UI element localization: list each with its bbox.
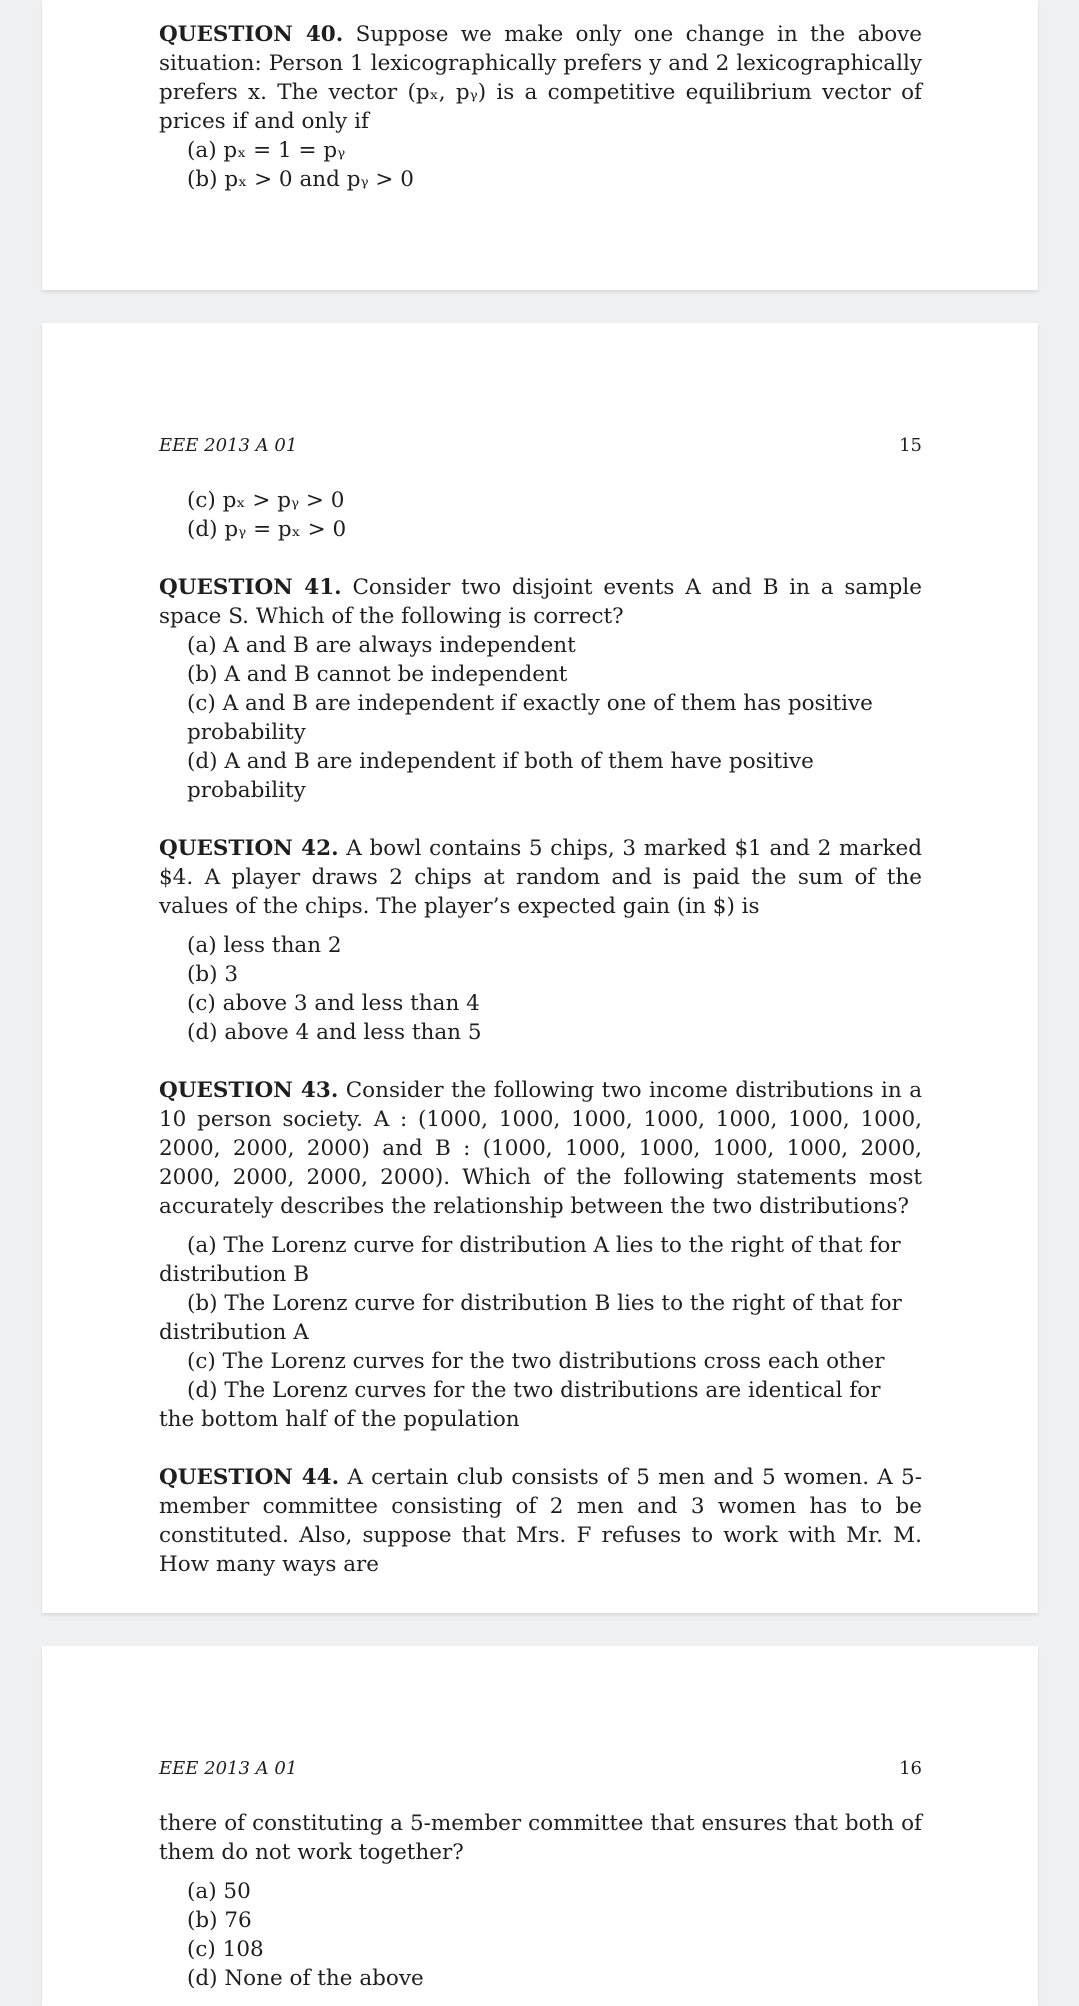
question-40 <box>159 20 922 194</box>
question-text: A certain club consists of 5 men and 5 women. A 5-member committee consisting of 2 men and 3 women has to be constituted. Also, suppose that Mrs. F refuses to work with Mr. M. How many ways are <box>159 1465 922 1577</box>
option-a: (a) A and B are always independent <box>187 633 576 658</box>
document-page-1 <box>42 0 1038 290</box>
header-title: EEE 2013 A 01 <box>159 435 298 456</box>
page-2-body <box>159 486 922 1579</box>
question-text: Consider two disjoint events A and B in a sample space S. Which of the following is correct? <box>159 575 922 629</box>
question-label: QUESTION 40. <box>159 22 344 47</box>
question-text: Suppose we make only one change in the above situation: Person 1 lexicographically prefers y and 2 lexicographically prefers x. The vector (pₓ, pᵧ) is a competitive equilibrium vector of prices if and only if <box>159 22 923 134</box>
question-44-continued <box>159 1809 922 1993</box>
question-text: Consider the following two income distributions in a 10 person society. A : (1000, 1000, 1000, 1000, 1000, 1000, 1000, 2000, 2000, 2000) and B : (1000, 1000, 1000, 1000, 1000, 2000, 2000, 2000, 2000, 2000). Which of the following statements most accurately describes the relationship between the two distributions? <box>159 1078 923 1219</box>
option-d: (d) A and B are independent if both of them have positive probability <box>187 749 814 803</box>
document-page-3 <box>42 1646 1038 2006</box>
page-number: 15 <box>899 435 922 456</box>
option-a: (a) pₓ = 1 = pᵧ <box>187 138 346 163</box>
option-b: (b) 3 <box>187 962 239 987</box>
option-a: (a) The Lorenz curve for distribution A lies to the right of that for distribution B <box>159 1233 901 1287</box>
option-d: (d) pᵧ = pₓ > 0 <box>187 517 347 542</box>
option-c: (c) above 3 and less than 4 <box>187 991 480 1016</box>
option-c: (c) pₓ > pᵧ > 0 <box>187 488 345 513</box>
question-label: QUESTION 44. <box>159 1465 340 1490</box>
option-a: (a) less than 2 <box>187 933 342 958</box>
option-c: (c) The Lorenz curves for the two distributions cross each other <box>187 1349 885 1374</box>
option-a: (a) 50 <box>187 1879 251 1904</box>
question-42 <box>159 834 922 1047</box>
question-41 <box>159 573 922 805</box>
page-header <box>159 1758 922 1779</box>
question-43 <box>159 1076 922 1434</box>
option-b: (b) 76 <box>187 1908 252 1933</box>
option-d: (d) The Lorenz curves for the two distributions are identical for the bottom half of the population <box>159 1378 881 1432</box>
header-title: EEE 2013 A 01 <box>159 1758 298 1779</box>
question-text: A bowl contains 5 chips, 3 marked $1 and 2 marked $4. A player draws 2 chips at random and is paid the sum of the values of the chips. The player’s expected gain (in $) is <box>159 836 922 919</box>
page-number: 16 <box>899 1758 922 1779</box>
document-page-2 <box>42 323 1038 1613</box>
question-label: QUESTION 41. <box>159 575 342 600</box>
question-label: QUESTION 42. <box>159 836 339 861</box>
option-b: (b) The Lorenz curve for distribution B lies to the right of that for distribution A <box>159 1291 902 1345</box>
question-44 <box>159 1463 922 1579</box>
option-c: (c) 108 <box>187 1937 264 1962</box>
option-b: (b) A and B cannot be independent <box>187 662 568 687</box>
page-header <box>159 435 922 456</box>
option-d: (d) None of the above <box>187 1966 424 1991</box>
question-text: there of constituting a 5-member committee that ensures that both of them do not work together? <box>159 1811 922 1865</box>
option-d: (d) above 4 and less than 5 <box>187 1020 482 1045</box>
option-b: (b) pₓ > 0 and pᵧ > 0 <box>187 167 414 192</box>
question-label: QUESTION 43. <box>159 1078 339 1103</box>
option-c: (c) A and B are independent if exactly one of them has positive probability <box>187 691 873 745</box>
